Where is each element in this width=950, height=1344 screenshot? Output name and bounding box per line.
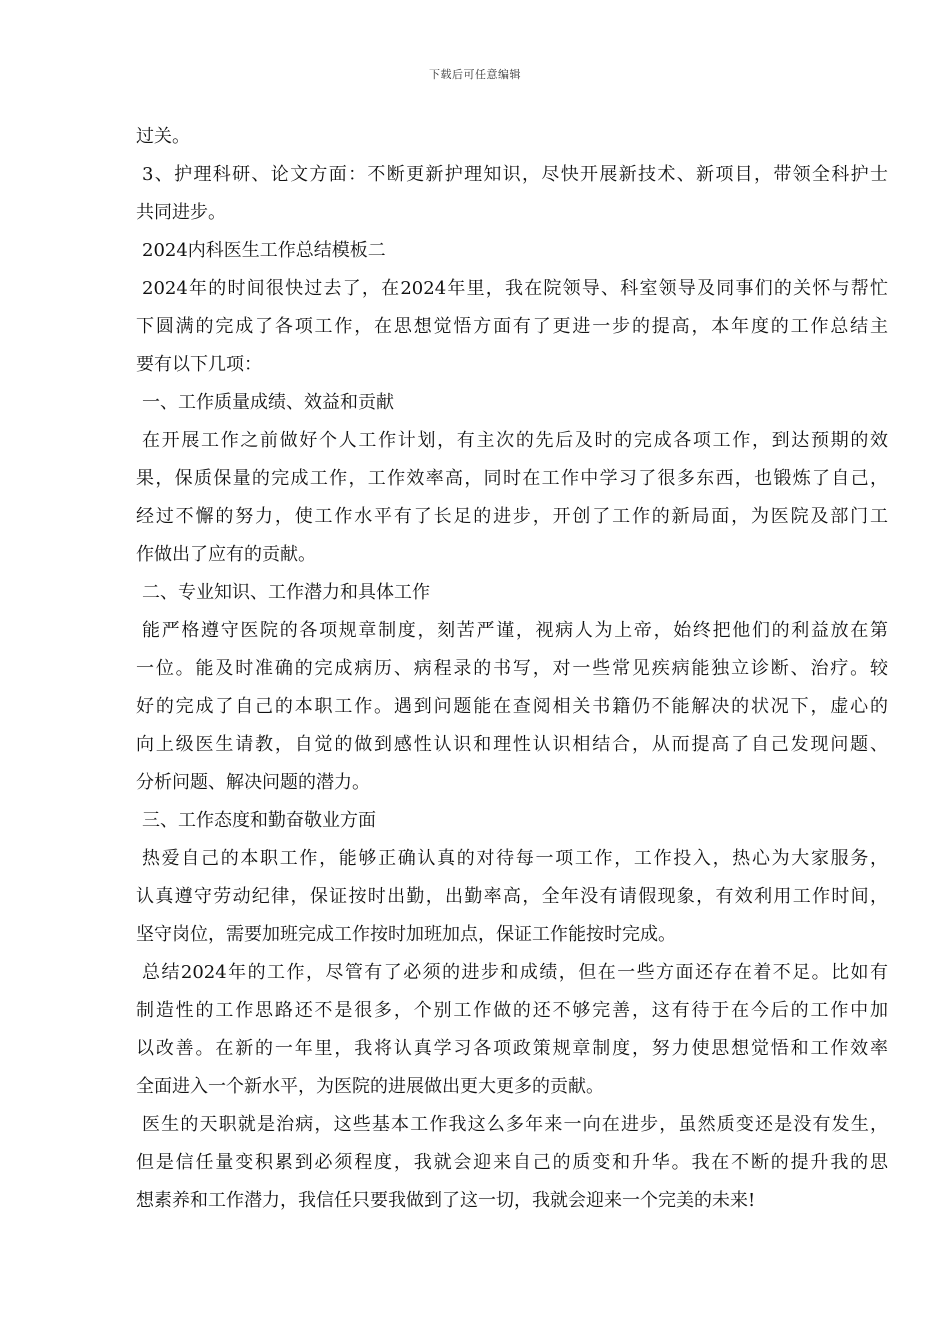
text-line: 一位。能及时准确的完成病历、病程录的书写，对一些常见疾病能独立诊断、治疗。较	[136, 658, 888, 679]
text-line: 总结2024年的工作，尽管有了必须的进步和成绩，但在一些方面还存在着不足。比如有	[142, 962, 888, 983]
text-line: 热爱自己的本职工作，能够正确认真的对待每一项工作，工作投入，热心为大家服务，	[142, 848, 888, 869]
text-line: 共同进步。	[136, 202, 226, 223]
text-line: 制造性的工作思路还不是很多，个别工作做的还不够完善，这有待于在今后的工作中加	[136, 1000, 888, 1021]
text-line: 能严格遵守医院的各项规章制度，刻苦严谨，视病人为上帝，始终把他们的利益放在第	[142, 620, 888, 641]
text-line: 2024年的时间很快过去了，在2024年里，我在院领导、科室领导及同事们的关怀与帮忙	[142, 278, 888, 299]
text-line: 想素养和工作潜力，我信任只要我做到了这一切，我就会迎来一个完美的未来!	[136, 1190, 756, 1211]
text-line: 好的完成了自己的本职工作。遇到问题能在查阅相关书籍仍不能解决的状况下，虚心的	[136, 696, 888, 717]
text-line: 三、工作态度和勤奋敬业方面	[142, 810, 376, 831]
text-line: 3、护理科研、论文方面：不断更新护理知识，尽快开展新技术、新项目，带领全科护士	[142, 164, 888, 185]
text-line: 坚守岗位，需要加班完成工作按时加班加点，保证工作能按时完成。	[136, 924, 676, 945]
text-line: 要有以下几项：	[136, 354, 262, 375]
text-line: 作做出了应有的贡献。	[136, 544, 316, 565]
text-line: 全面进入一个新水平，为医院的进展做出更大更多的贡献。	[136, 1076, 604, 1097]
text-line: 医生的天职就是治病，这些基本工作我这么多年来一向在进步，虽然质变还是没有发生，	[142, 1114, 888, 1135]
document-body	[136, 118, 896, 1220]
page-header: 下载后可任意编辑	[429, 68, 521, 81]
text-line: 以改善。在新的一年里，我将认真学习各项政策规章制度，努力使思想觉悟和工作效率	[136, 1038, 888, 1059]
text-line: 果，保质保量的完成工作，工作效率高，同时在工作中学习了很多东西，也锻炼了自己，	[136, 468, 888, 489]
text-line: 在开展工作之前做好个人工作计划，有主次的先后及时的完成各项工作，到达预期的效	[142, 430, 888, 451]
text-line: 过关。	[136, 126, 190, 147]
text-line: 2024内科医生工作总结模板二	[142, 240, 386, 261]
text-line: 但是信任量变积累到必须程度，我就会迎来自己的质变和升华。我在不断的提升我的思	[136, 1152, 888, 1173]
text-line: 二、专业知识、工作潜力和具体工作	[142, 582, 430, 603]
text-line: 下圆满的完成了各项工作，在思想觉悟方面有了更进一步的提高，本年度的工作总结主	[136, 316, 888, 337]
text-line: 向上级医生请教，自觉的做到感性认识和理性认识相结合，从而提高了自己发现问题、	[136, 734, 888, 755]
text-line: 经过不懈的努力，使工作水平有了长足的进步，开创了工作的新局面，为医院及部门工	[136, 506, 888, 527]
text-line: 一、工作质量成绩、效益和贡献	[142, 392, 394, 413]
text-line: 分析问题、解决问题的潜力。	[136, 772, 370, 793]
text-line: 认真遵守劳动纪律，保证按时出勤，出勤率高，全年没有请假现象，有效利用工作时间，	[136, 886, 888, 907]
